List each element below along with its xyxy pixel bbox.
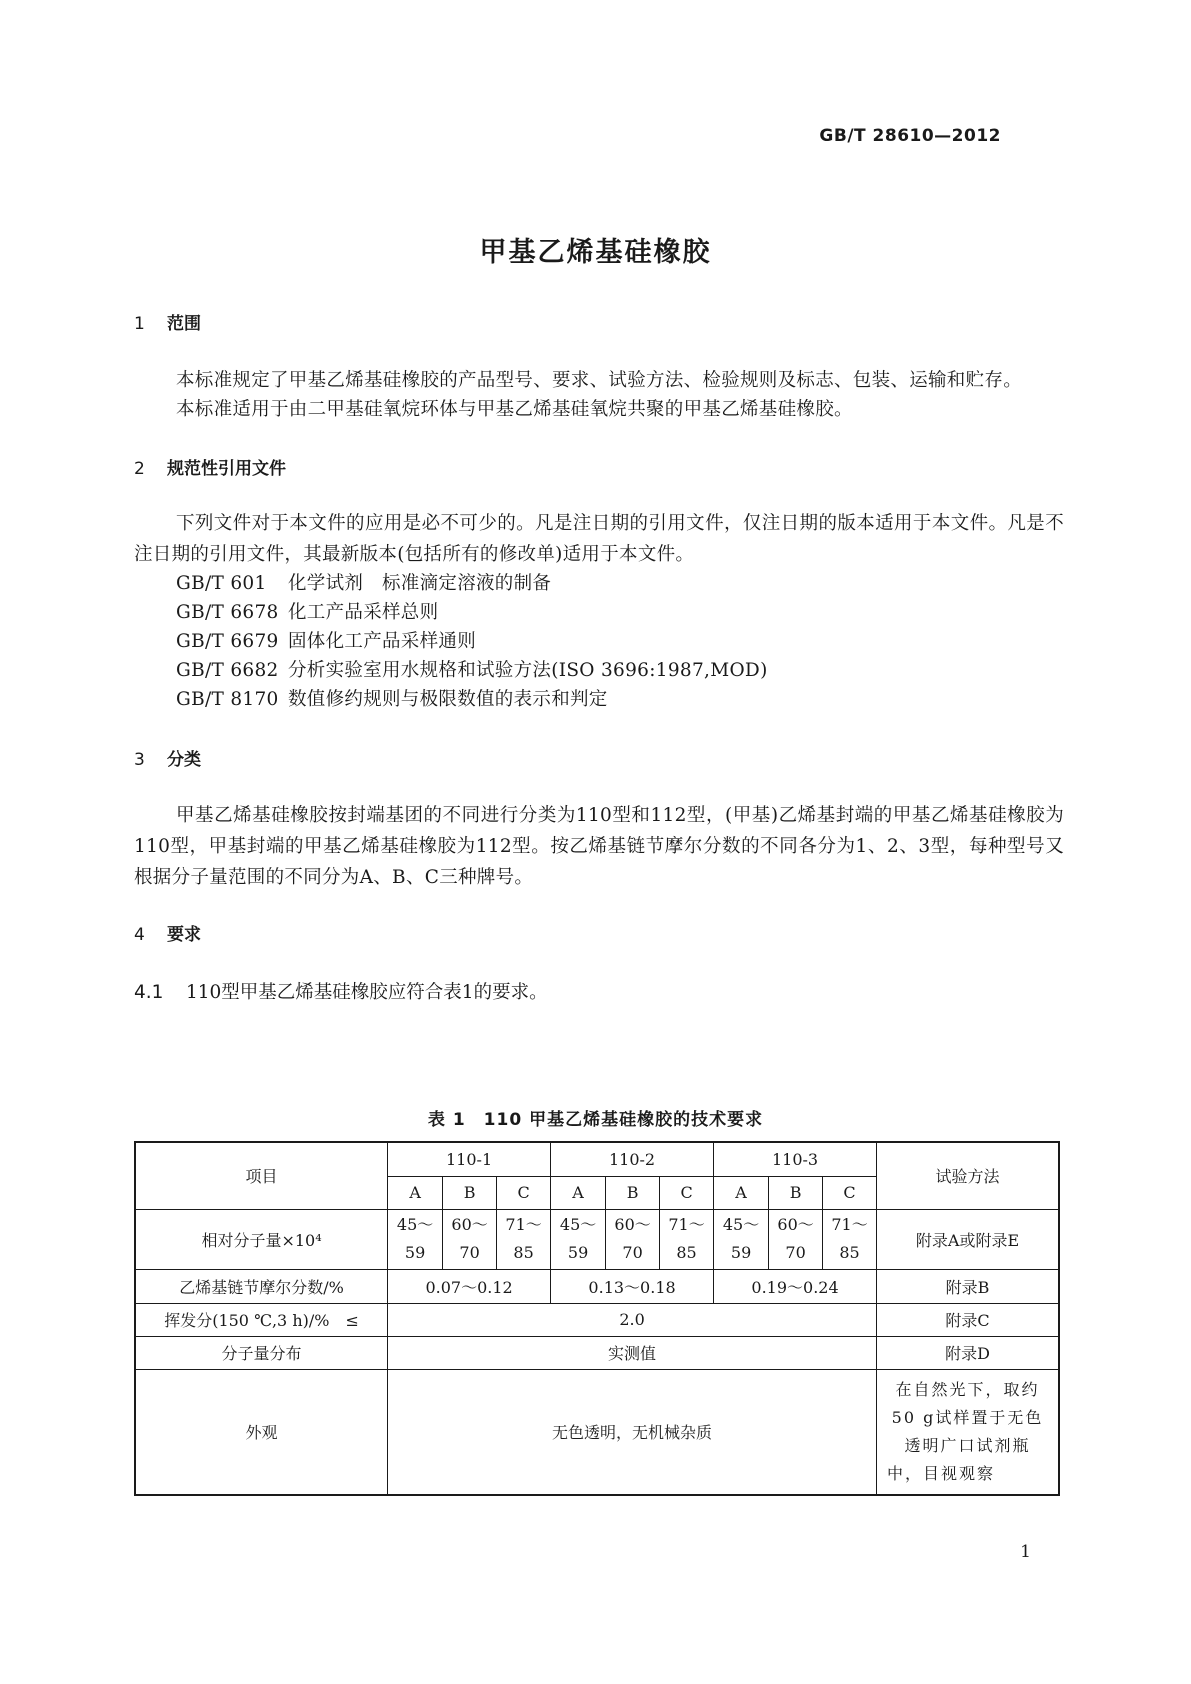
reference-title: 化学试剂 标准滴定溶液的制备: [288, 573, 552, 594]
range-end: 59: [404, 1243, 426, 1262]
value-cell: [606, 1209, 660, 1269]
table-row: [135, 1269, 1059, 1303]
clause-4-1: [134, 978, 548, 1004]
section-title: 分类: [167, 750, 201, 770]
header-item: 项目: [135, 1142, 388, 1209]
range-end: 85: [676, 1243, 697, 1262]
value-cell: [443, 1209, 497, 1269]
reference-item: [176, 568, 551, 599]
table-row: [135, 1303, 1059, 1336]
section-2-heading: [134, 454, 286, 479]
value-cell: [497, 1209, 551, 1269]
value-cell: [823, 1209, 877, 1269]
reference-title: 化工产品采样总则: [288, 602, 439, 623]
section-3-heading: [134, 745, 201, 770]
header-group: 110-1: [388, 1142, 551, 1176]
row-label: 乙烯基链节摩尔分数/%: [135, 1269, 388, 1303]
row-label: 挥发分(150 ℃,3 h)/% ≤: [135, 1303, 388, 1336]
section-3-text: 甲基乙烯基硅橡胶按封端基团的不同进行分类为110型和112型，(甲基)乙烯基封端的甲基乙烯基硅橡胶为110型，甲基封端的甲基乙烯基硅橡胶为112型。按乙烯基链节摩尔分数的不同各分为1、2、3型，每种型号又根据分子量范围的不同分为A、B、C三种牌号。: [134, 805, 1064, 888]
range-start: 71～: [831, 1215, 868, 1234]
value-cell: 0.19～0.24: [714, 1269, 877, 1303]
range-end: 70: [459, 1243, 480, 1262]
reference-code: GB/T 6682: [176, 660, 279, 681]
method-cell: 在自然光下，取约50 g试样置于无色透明广口试剂瓶中，目视观察: [877, 1369, 1059, 1495]
value-cell: [660, 1209, 714, 1269]
value-cell: [551, 1209, 606, 1269]
method-cell: 附录A或附录E: [877, 1209, 1059, 1269]
range-start: 60～: [451, 1215, 488, 1234]
grade-cell: C: [497, 1176, 551, 1209]
reference-item: [176, 684, 608, 715]
section-number: 2: [134, 459, 145, 479]
value-cell: 实测值: [388, 1336, 877, 1369]
grade-cell: B: [443, 1176, 497, 1209]
range-end: 85: [839, 1243, 860, 1262]
section-4-heading: [134, 920, 201, 945]
reference-item: [176, 655, 768, 686]
table-row: [135, 1369, 1059, 1495]
table-row: [135, 1209, 1059, 1269]
range-end: 70: [785, 1243, 806, 1262]
header-group: 110-2: [551, 1142, 714, 1176]
value-cell: [769, 1209, 823, 1269]
value-cell: [388, 1209, 443, 1269]
reference-code: GB/T 8170: [176, 689, 279, 710]
section-number: 3: [134, 750, 145, 770]
reference-code: GB/T 601: [176, 573, 267, 594]
value-cell: 0.13～0.18: [551, 1269, 714, 1303]
grade-cell: A: [388, 1176, 443, 1209]
reference-title: 数值修约规则与极限数值的表示和判定: [288, 689, 608, 710]
grade-cell: B: [606, 1176, 660, 1209]
header-group: 110-3: [714, 1142, 877, 1176]
value-cell: 无色透明，无机械杂质: [388, 1369, 877, 1495]
range-start: 71～: [505, 1215, 542, 1234]
range-start: 45～: [396, 1215, 434, 1234]
standard-number: GB/T 28610—2012: [819, 126, 1001, 146]
range-end: 59: [730, 1243, 752, 1262]
row-label: 相对分子量×10⁴: [135, 1209, 388, 1269]
grade-cell: C: [823, 1176, 877, 1209]
reference-item: [176, 626, 476, 657]
range-start: 45～: [722, 1215, 760, 1234]
grade-cell: A: [551, 1176, 606, 1209]
table-row: [135, 1336, 1059, 1369]
range-start: 60～: [614, 1215, 651, 1234]
grade-cell: C: [660, 1176, 714, 1209]
grade-cell: A: [714, 1176, 769, 1209]
section-title: 范围: [167, 314, 201, 334]
value-cell: [714, 1209, 769, 1269]
row-label: 外观: [135, 1369, 388, 1495]
reference-title: 分析实验室用水规格和试验方法(ISO 3696:1987,MOD): [288, 660, 768, 681]
reference-item: [176, 597, 438, 628]
range-end: 70: [622, 1243, 643, 1262]
section-number: 1: [134, 314, 145, 334]
clause-text: 110型甲基乙烯基硅橡胶应符合表1的要求。: [186, 982, 548, 1003]
section-1-para-1: 本标准规定了甲基乙烯基硅橡胶的产品型号、要求、试验方法、检验规则及标志、包装、运输和贮存。: [176, 370, 1023, 391]
section-2-intro: 下列文件对于本文件的应用是必不可少的。凡是注日期的引用文件，仅注日期的版本适用于本文件。凡是不注日期的引用文件，其最新版本(包括所有的修改单)适用于本文件。: [134, 513, 1064, 565]
section-title: 规范性引用文件: [167, 459, 286, 479]
grade-cell: B: [769, 1176, 823, 1209]
range-end: 85: [513, 1243, 534, 1262]
range-start: 60～: [777, 1215, 814, 1234]
clause-number: 4.1: [134, 982, 164, 1003]
range-end: 59: [567, 1243, 589, 1262]
section-number: 4: [134, 925, 145, 945]
reference-code: GB/T 6679: [176, 631, 279, 652]
reference-code: GB/T 6678: [176, 602, 279, 623]
section-title: 要求: [167, 925, 201, 945]
method-cell: 附录C: [877, 1303, 1059, 1336]
section-1-para-2: 本标准适用于由二甲基硅氧烷环体与甲基乙烯基硅氧烷共聚的甲基乙烯基硅橡胶。: [176, 399, 853, 420]
page-number: 1: [1020, 1542, 1031, 1562]
section-1-heading: [134, 309, 201, 334]
method-cell: 附录D: [877, 1336, 1059, 1369]
table-caption: 表 1 110 甲基乙烯基硅橡胶的技术要求: [427, 1110, 764, 1130]
method-cell: 附录B: [877, 1269, 1059, 1303]
row-label: 分子量分布: [135, 1336, 388, 1369]
requirements-table: [134, 1141, 1060, 1496]
value-cell: 0.07～0.12: [388, 1269, 551, 1303]
reference-title: 固体化工产品采样通则: [288, 631, 477, 652]
range-start: 45～: [559, 1215, 597, 1234]
document-title: 甲基乙烯基硅橡胶: [479, 237, 712, 268]
header-method: 试验方法: [877, 1142, 1059, 1209]
range-start: 71～: [668, 1215, 705, 1234]
table-header-row: [135, 1142, 1059, 1176]
value-cell: 2.0: [388, 1303, 877, 1336]
